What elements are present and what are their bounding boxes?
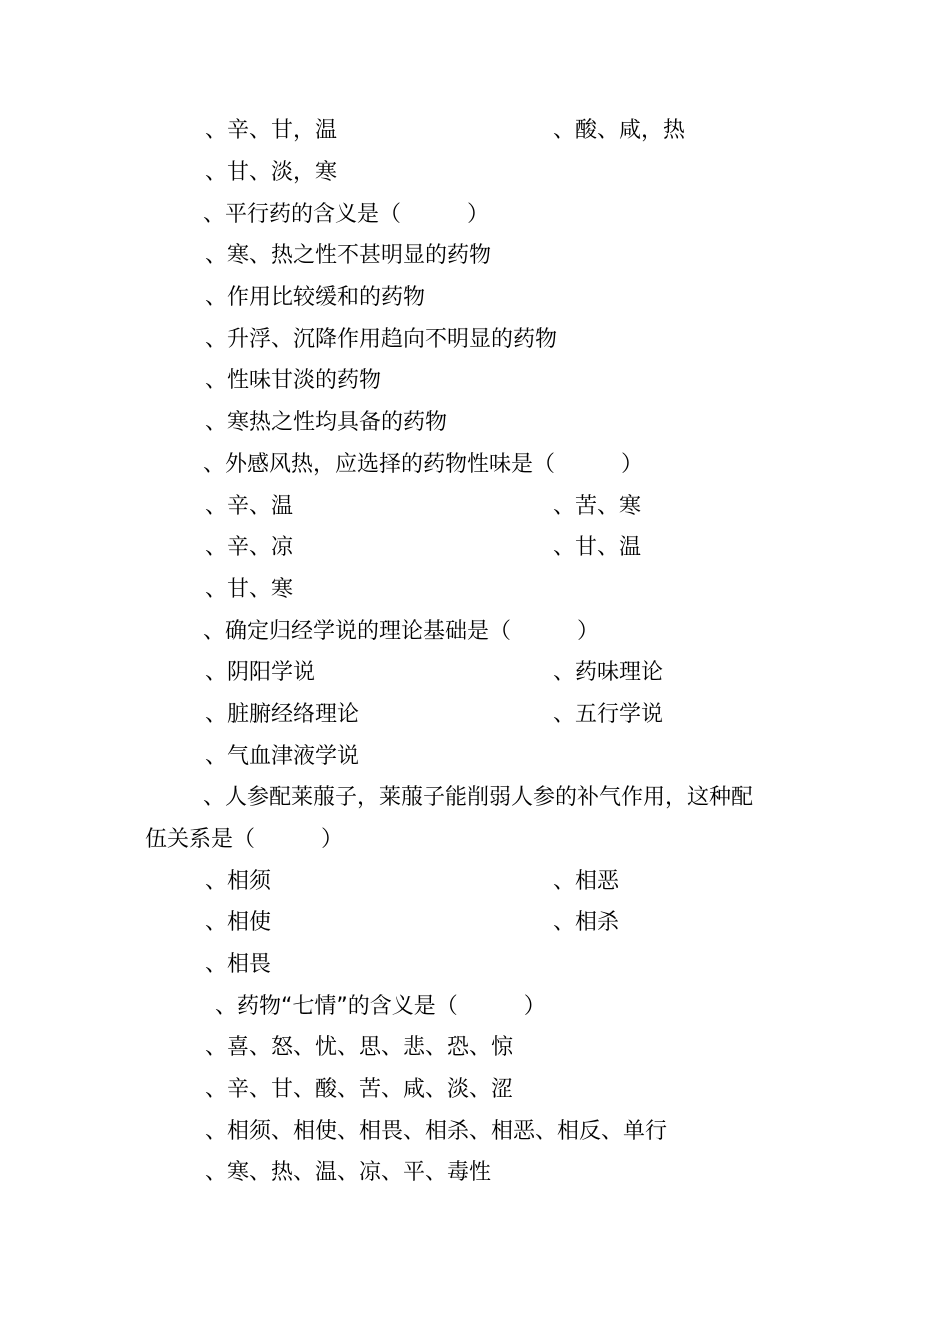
option-line: 、苦、寒 bbox=[553, 494, 642, 519]
question-line: 、人参配莱菔子，莱菔子能削弱人参的补气作用，这种配 bbox=[203, 785, 754, 810]
option-line: 、相使 bbox=[205, 910, 272, 935]
option-line: 、升浮、沉降作用趋向不明显的药物 bbox=[205, 327, 558, 352]
option-line: 、甘、温 bbox=[553, 535, 642, 560]
option-line: 、辛、甘，温 bbox=[205, 118, 338, 143]
option-line: 、脏腑经络理论 bbox=[205, 702, 360, 727]
option-line: 、寒热之性均具备的药物 bbox=[205, 410, 448, 435]
option-line: 、药味理论 bbox=[553, 660, 664, 685]
option-line: 、寒、热之性不甚明显的药物 bbox=[205, 243, 492, 268]
option-line: 、辛、凉 bbox=[205, 535, 294, 560]
option-line: 、寒、热、温、凉、平、毒性 bbox=[205, 1160, 492, 1185]
option-line: 、酸、咸，热 bbox=[553, 118, 686, 143]
question-line: 、确定归经学说的理论基础是（ ） bbox=[203, 619, 600, 644]
option-line: 、性味甘淡的药物 bbox=[205, 368, 382, 393]
option-line: 、甘、淡，寒 bbox=[205, 160, 338, 185]
option-line: 、气血津液学说 bbox=[205, 744, 360, 769]
option-line: 、相须 bbox=[205, 869, 272, 894]
option-line: 、喜、怒、忧、思、悲、恐、惊 bbox=[205, 1035, 514, 1060]
option-line: 、甘、寒 bbox=[205, 577, 294, 602]
option-line: 、相须、相使、相畏、相杀、相恶、相反、单行 bbox=[205, 1119, 668, 1144]
option-line: 、相畏 bbox=[205, 952, 272, 977]
option-line: 、相恶 bbox=[553, 869, 620, 894]
option-line: 、辛、温 bbox=[205, 494, 294, 519]
option-line: 、五行学说 bbox=[553, 702, 664, 727]
question-line: 、平行药的含义是（ ） bbox=[203, 202, 490, 227]
option-line: 、阴阳学说 bbox=[205, 660, 316, 685]
option-line: 、辛、甘、酸、苦、咸、淡、涩 bbox=[205, 1077, 514, 1102]
question-line-continuation: 伍关系是（ ） bbox=[145, 827, 344, 852]
option-line: 、相杀 bbox=[553, 910, 620, 935]
option-line: 、作用比较缓和的药物 bbox=[205, 285, 426, 310]
question-line: 、外感风热，应选择的药物性味是（ ） bbox=[203, 452, 644, 477]
question-line: 、药物“七情”的含义是（ ） bbox=[215, 994, 546, 1019]
